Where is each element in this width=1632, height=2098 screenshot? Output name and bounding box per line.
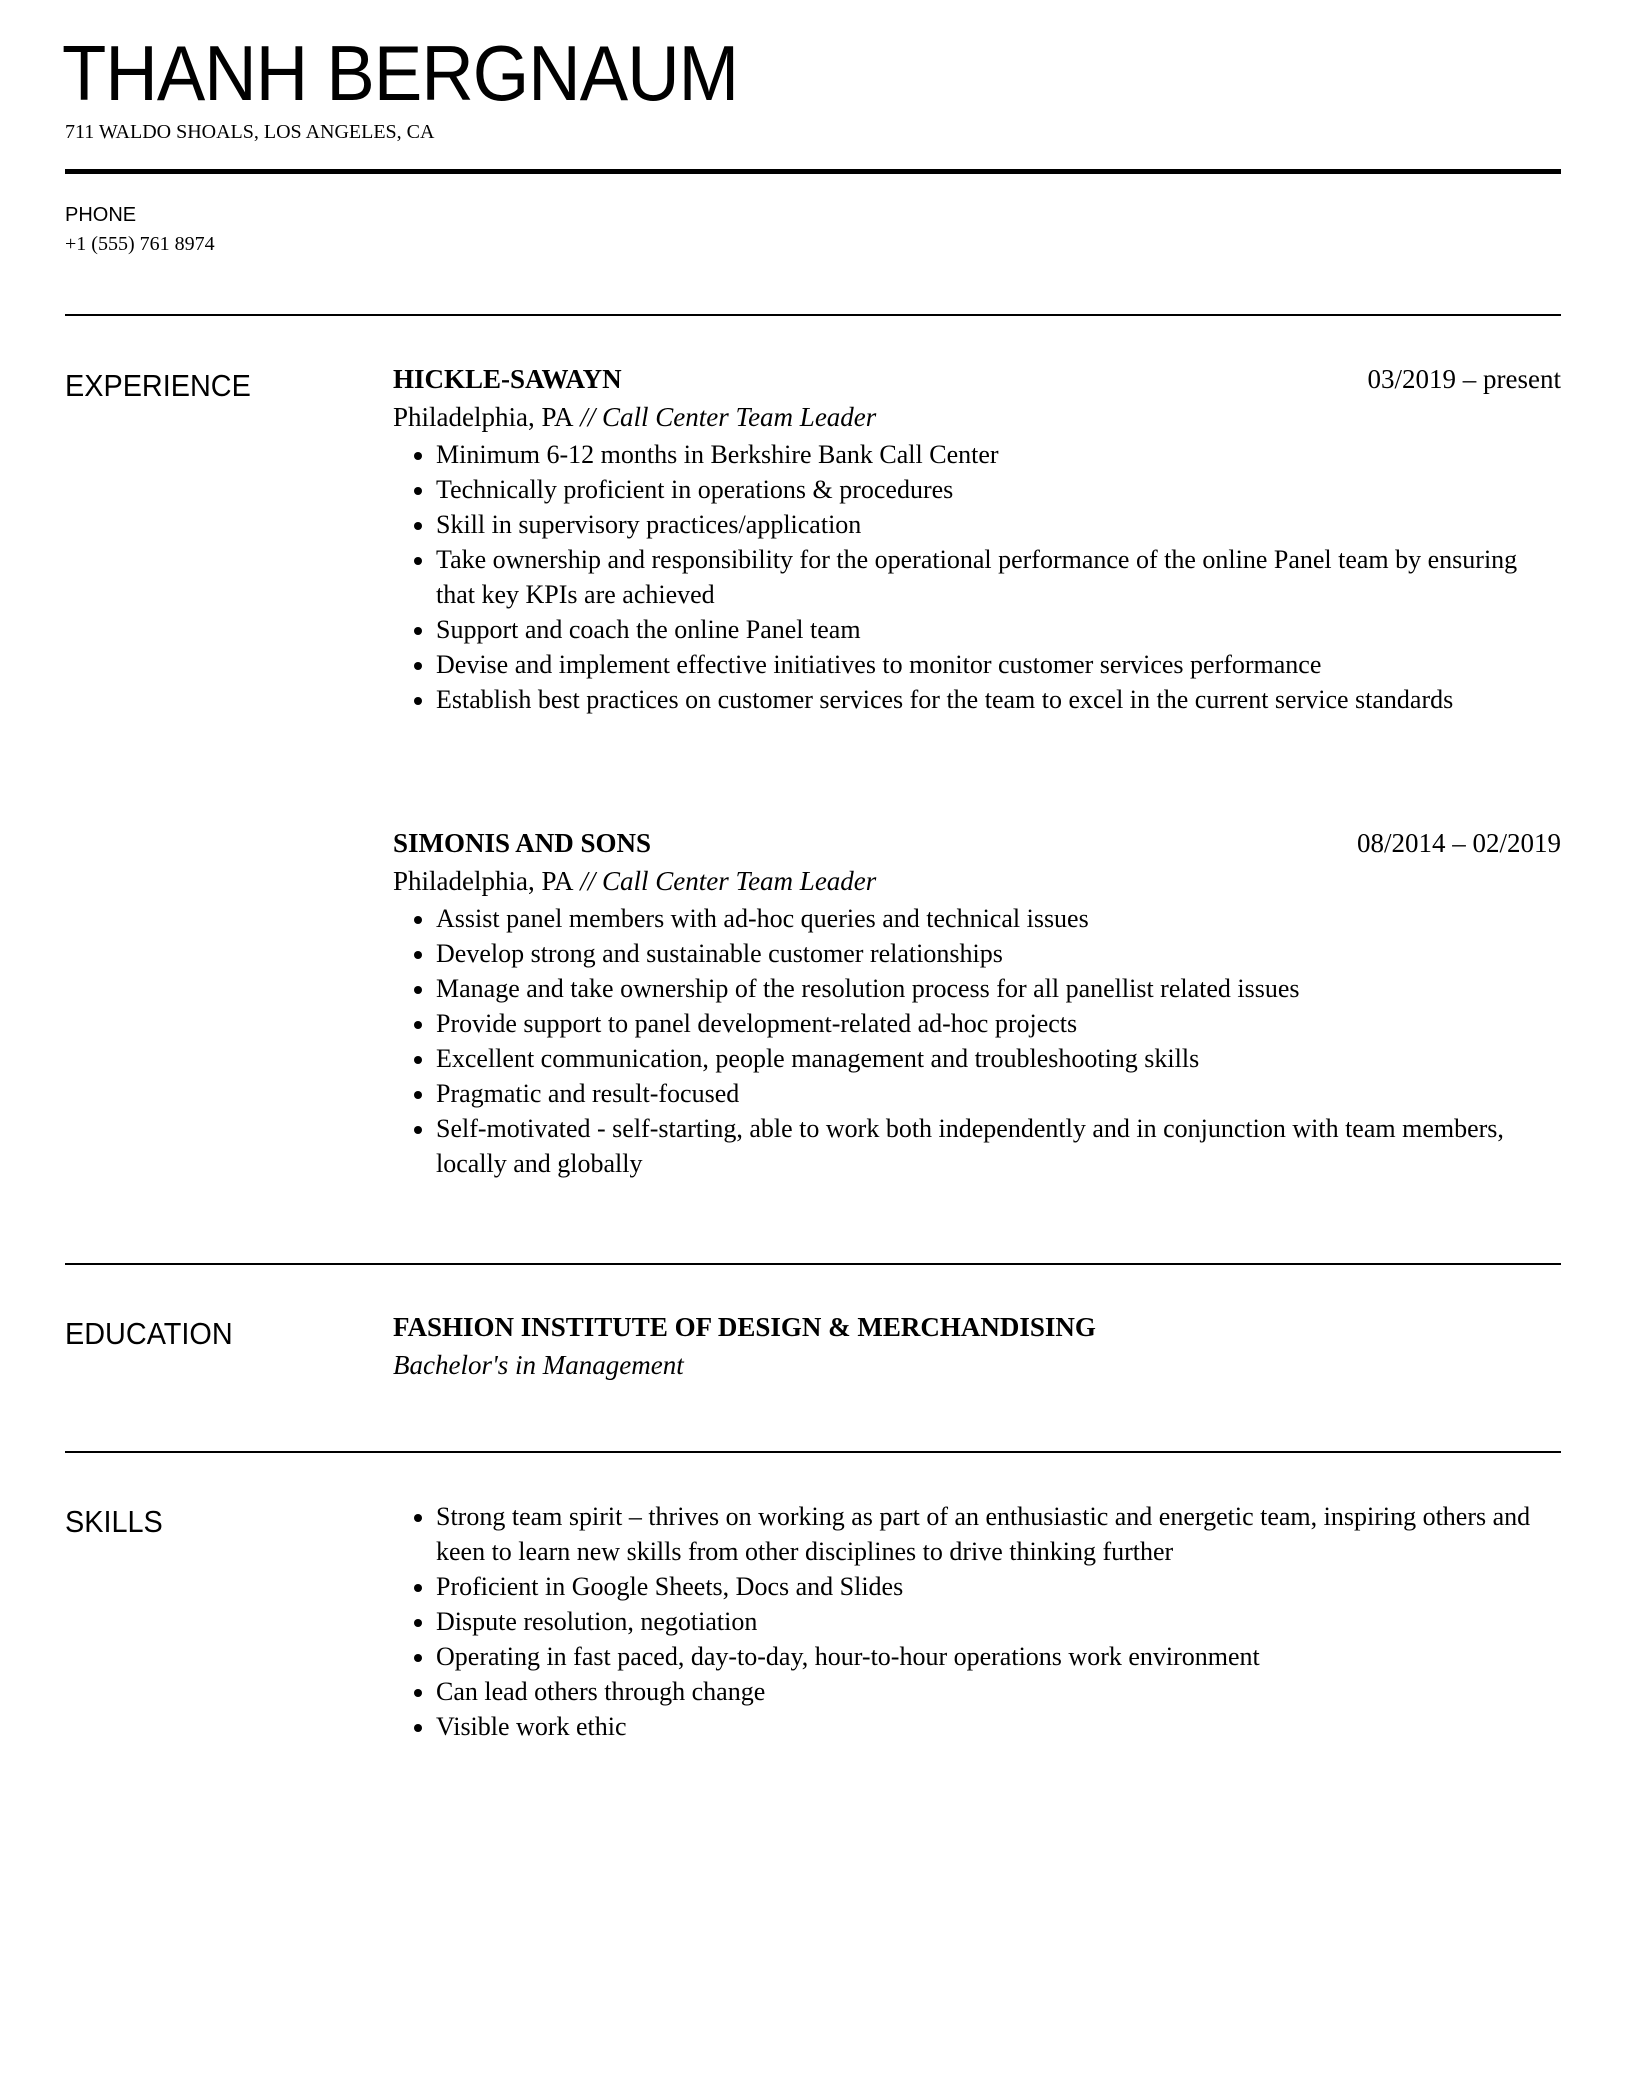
bullet: • Assist panel members with ad-hoc queries and technical issues xyxy=(436,901,1561,936)
address: 711 WALDO SHOALS, LOS ANGELES, CA xyxy=(65,121,435,143)
bullet: • Support and coach the online Panel team xyxy=(436,612,1561,647)
bullet: • Take ownership and responsibility for the operational performance of the online Panel team by ensuring that key KPIs are achieved xyxy=(436,542,1561,612)
phone-label: PHONE xyxy=(65,204,137,226)
job-location: Philadelphia, PA xyxy=(393,402,574,432)
header-divider xyxy=(65,169,1561,174)
skills-list xyxy=(393,1499,1561,1744)
job-dates: 08/2014 – 02/2019 xyxy=(1356,828,1561,858)
skill-item: • Visible work ethic xyxy=(436,1709,1561,1744)
job-entry xyxy=(393,362,1561,717)
bullet: • Establish best practices on customer services for the team to excel in the current service standards xyxy=(436,682,1561,717)
company-name: SIMONIS AND SONS xyxy=(393,828,652,858)
bullet: • Manage and take ownership of the resolution process for all panellist related issues xyxy=(436,971,1561,1006)
degree xyxy=(393,1345,1561,1385)
education-content xyxy=(393,1310,1561,1385)
job-entry xyxy=(393,826,1561,1181)
company-name: HICKLE-SAWAYN xyxy=(393,364,622,394)
bullet: • Self-motivated - self-starting, able to work both independently and in conjunction with team members, locally and globally xyxy=(436,1111,1561,1181)
section-divider xyxy=(65,314,1561,316)
job-location-role xyxy=(393,861,1561,901)
bullet: • Develop strong and sustainable customer relationships xyxy=(436,936,1561,971)
section-divider xyxy=(65,1451,1561,1453)
section-divider xyxy=(65,1263,1561,1265)
bullet: • Excellent communication, people management and troubleshooting skills xyxy=(436,1041,1561,1076)
job-location-role xyxy=(393,397,1561,437)
skills-content xyxy=(393,1499,1561,1744)
phone-number: +1 (555) 761 8974 xyxy=(65,233,215,255)
candidate-name: THANH BERGNAUM xyxy=(62,29,739,117)
job-dates: 03/2019 – present xyxy=(1367,364,1561,394)
job-location: Philadelphia, PA xyxy=(393,866,574,896)
bullet: • Minimum 6-12 months in Berkshire Bank Call Center xyxy=(436,437,1561,472)
skills-heading: SKILLS xyxy=(65,1504,163,1539)
skill-item: • Operating in fast paced, day-to-day, hour-to-hour operations work environment xyxy=(436,1639,1561,1674)
experience-heading: EXPERIENCE xyxy=(65,368,251,403)
skill-item: • Proficient in Google Sheets, Docs and Slides xyxy=(436,1569,1561,1604)
bullet: • Devise and implement effective initiatives to monitor customer services performance xyxy=(436,647,1561,682)
job-role: Call Center Team Leader xyxy=(602,402,877,432)
skill-item: • Can lead others through change xyxy=(436,1674,1561,1709)
job-bullets xyxy=(393,901,1561,1181)
skill-item: • Strong team spirit – thrives on working as part of an enthusiastic and energetic team, inspiring others and keen to learn new skills from other disciplines to drive thinking further xyxy=(436,1499,1561,1569)
bullet: • Technically proficient in operations & procedures xyxy=(436,472,1561,507)
bullet: • Skill in supervisory practices/application xyxy=(436,507,1561,542)
bullet: • Pragmatic and result-focused xyxy=(436,1076,1561,1111)
experience-content xyxy=(393,362,1561,717)
job-bullets xyxy=(393,437,1561,717)
bullet: • Provide support to panel development-related ad-hoc projects xyxy=(436,1006,1561,1041)
separator: // xyxy=(573,866,603,896)
skill-item: • Dispute resolution, negotiation xyxy=(436,1604,1561,1639)
separator: // xyxy=(573,402,603,432)
school-name: FASHION INSTITUTE OF DESIGN & MERCHANDISING xyxy=(393,1312,1096,1342)
education-heading: EDUCATION xyxy=(65,1316,233,1351)
job-role: Call Center Team Leader xyxy=(602,866,877,896)
degree-text: Bachelor's in Management xyxy=(393,1350,684,1380)
